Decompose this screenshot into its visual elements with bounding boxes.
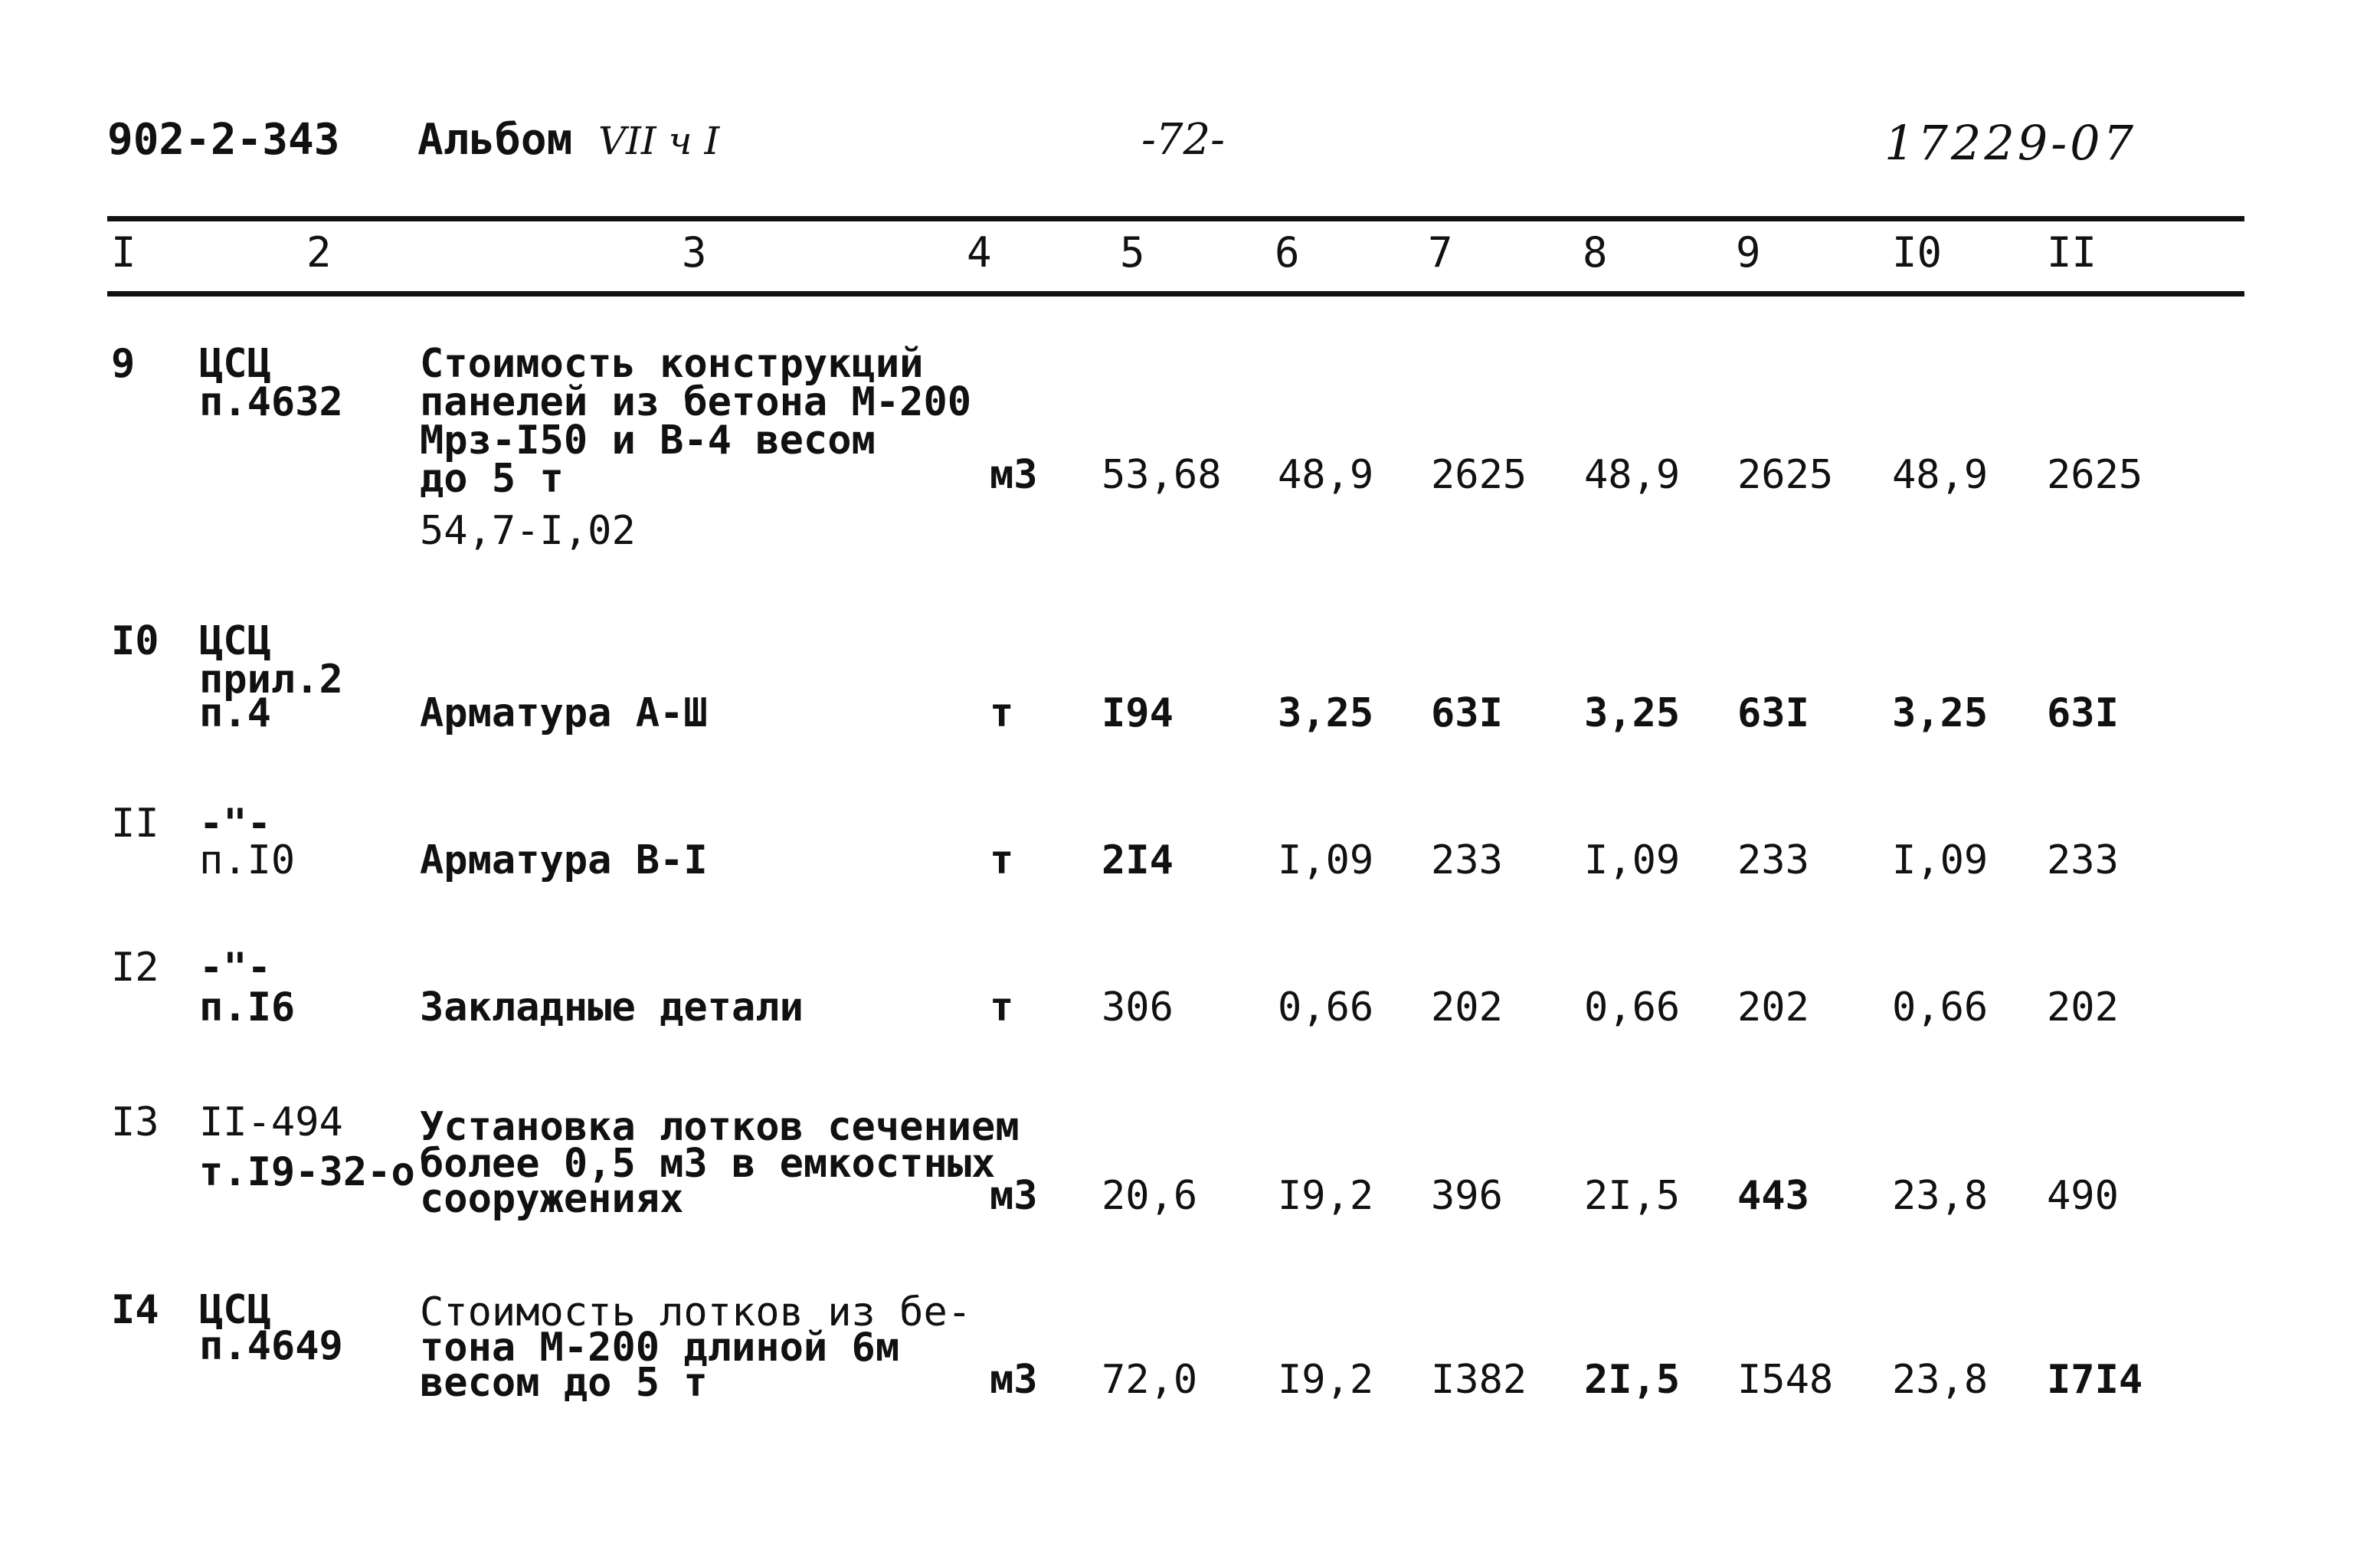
row-value: 63I: [1737, 690, 1809, 736]
column-header: 8: [1583, 228, 1608, 277]
row-value: 0,66: [1278, 984, 1374, 1030]
row-value: 306: [1102, 984, 1174, 1030]
column-header: 4: [967, 228, 992, 277]
row-value: I,09: [1278, 837, 1374, 883]
row-value: 202: [1431, 984, 1503, 1030]
row-value: 0,66: [1584, 984, 1681, 1030]
row-value: 72,0: [1102, 1357, 1198, 1403]
row-name-line: до 5 т: [420, 456, 564, 502]
album-label: [417, 115, 719, 165]
row-name-line: Мрз-I50 и В-4 весом: [420, 418, 876, 464]
row-ref-line: п.4649: [199, 1323, 343, 1369]
row-unit: т: [990, 984, 1014, 1030]
row-value: 2625: [1431, 452, 1527, 498]
row-ref-line: -"-: [199, 801, 271, 847]
row-name-line: Стоимость лотков из бе-: [420, 1289, 972, 1335]
row-ref-line: прил.2: [199, 657, 343, 703]
row-number: I4: [111, 1287, 159, 1333]
row-extra: 54,7-I,02: [420, 508, 636, 554]
row-ref-line: п.4: [199, 690, 271, 736]
row-value: I7I4: [2047, 1357, 2143, 1403]
row-value: I382: [1431, 1357, 1527, 1403]
row-value: 202: [2047, 984, 2119, 1030]
row-value: 2625: [1737, 452, 1834, 498]
row-value: I9,2: [1278, 1357, 1374, 1403]
row-unit: м3: [990, 452, 1038, 498]
project-code: 902-2-343: [107, 115, 340, 165]
row-number: 9: [111, 341, 136, 387]
row-value: 443: [1737, 1173, 1809, 1219]
row-value: I9,2: [1278, 1173, 1374, 1219]
row-value: 63I: [1431, 690, 1503, 736]
row-value: 23,8: [1892, 1173, 1989, 1219]
row-name-line: Установка лотков сечением: [420, 1104, 1020, 1150]
column-header: 3: [682, 228, 707, 277]
row-value: 23,8: [1892, 1357, 1989, 1403]
row-value: 202: [1737, 984, 1809, 1030]
row-value: 2625: [2047, 452, 2143, 498]
row-ref-line: II-494: [199, 1099, 343, 1145]
column-header: 6: [1275, 228, 1300, 277]
row-value: 53,68: [1102, 452, 1222, 498]
row-value: 63I: [2047, 690, 2119, 736]
page-number: -72-: [1141, 115, 1226, 165]
row-value: 20,6: [1102, 1173, 1198, 1219]
row-number: I2: [111, 945, 159, 991]
row-unit: м3: [990, 1173, 1038, 1219]
row-value: 396: [1431, 1173, 1503, 1219]
row-ref-line: ЦСЦ: [199, 341, 271, 387]
row-value: 48,9: [1892, 452, 1989, 498]
row-value: 233: [1737, 837, 1809, 883]
row-unit: т: [990, 837, 1014, 883]
column-header: 2: [306, 228, 332, 277]
table-header-rule: [107, 291, 2244, 296]
row-ref-line: п.I0: [199, 837, 296, 883]
row-ref-line: п.4632: [199, 379, 343, 425]
row-value: 48,9: [1278, 452, 1374, 498]
row-unit: м3: [990, 1357, 1038, 1403]
row-name-line: тона М-200 длиной 6м: [420, 1325, 900, 1371]
row-ref-line: т.I9-32-о: [199, 1149, 415, 1195]
column-header: 7: [1428, 228, 1453, 277]
album-part: VII ч I: [598, 119, 720, 163]
row-value: I,09: [1584, 837, 1681, 883]
row-value: 2I,5: [1584, 1357, 1681, 1403]
row-value: 0,66: [1892, 984, 1989, 1030]
document-number: 17229-07: [1884, 115, 2137, 171]
row-name-line: весом до 5 т: [420, 1360, 708, 1406]
row-value: I548: [1737, 1357, 1834, 1403]
row-ref-line: п.I6: [199, 984, 296, 1030]
row-value: 2I4: [1102, 837, 1174, 883]
row-value: 3,25: [1892, 690, 1989, 736]
row-name-line: сооружениях: [420, 1176, 684, 1222]
column-header: 5: [1120, 228, 1145, 277]
row-name-line: Арматура В-I: [420, 837, 708, 883]
row-value: 2I,5: [1584, 1173, 1681, 1219]
row-value: I,09: [1892, 837, 1989, 883]
row-number: II: [111, 801, 159, 847]
row-value: 233: [2047, 837, 2119, 883]
row-value: 3,25: [1584, 690, 1681, 736]
row-ref-line: ЦСЦ: [199, 1287, 271, 1333]
row-number: I0: [111, 618, 159, 664]
row-unit: т: [990, 690, 1014, 736]
column-header: 9: [1736, 228, 1761, 277]
row-name-line: Закладные детали: [420, 984, 804, 1030]
table-top-rule: [107, 216, 2244, 221]
column-header: I0: [1892, 228, 1943, 277]
row-value: 48,9: [1584, 452, 1681, 498]
column-header: I: [111, 228, 136, 277]
row-value: 233: [1431, 837, 1503, 883]
row-name-line: панелей из бетона М-200: [420, 379, 972, 425]
row-ref-line: -"-: [199, 945, 271, 991]
row-value: 490: [2047, 1173, 2119, 1219]
row-name-line: Арматура А-Ш: [420, 690, 708, 736]
row-name-line: более 0,5 м3 в емкостных: [420, 1141, 996, 1187]
row-value: I94: [1102, 690, 1174, 736]
row-value: 3,25: [1278, 690, 1374, 736]
row-ref-line: ЦСЦ: [199, 618, 271, 664]
row-name-line: Стоимость конструкций: [420, 341, 924, 387]
album-word: Альбом: [417, 115, 573, 165]
column-header: II: [2047, 228, 2097, 277]
row-number: I3: [111, 1099, 159, 1145]
